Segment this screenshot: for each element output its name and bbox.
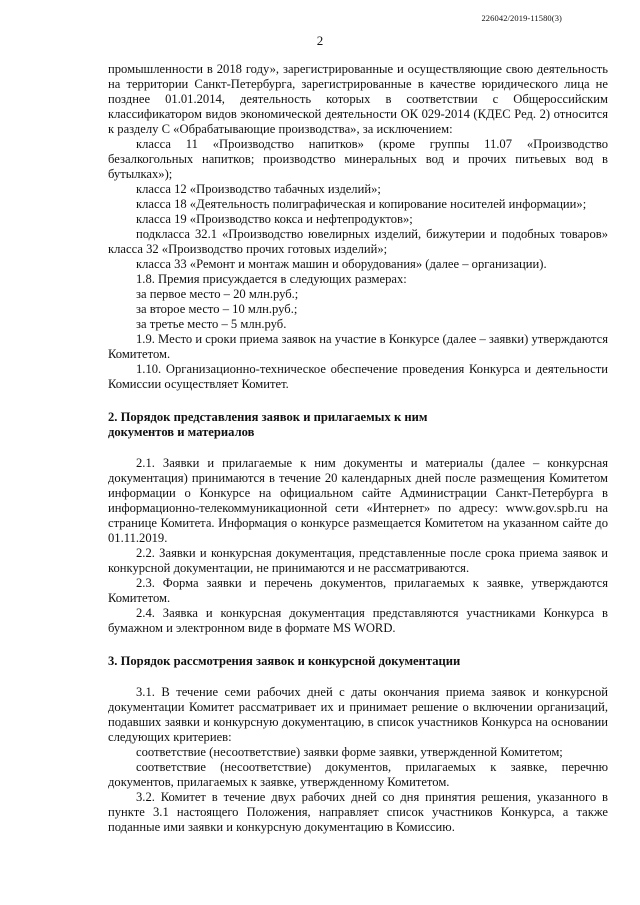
document-body (108, 62, 608, 835)
paragraph-2-4: 2.4. Заявка и конкурсная документация представляются участниками Конкурса в бумажном и электронном виде в формате MS WORD. (108, 606, 608, 635)
paragraph-class-33: класса 33 «Ремонт и монтаж машин и оборудования» (далее – организации). (136, 257, 547, 271)
section-2-heading-line-2: документов и материалов (108, 425, 255, 439)
section-2-heading-line-1: 2. Порядок представления заявок и прилагаемых к ним (108, 410, 428, 424)
section-3-heading: 3. Порядок рассмотрения заявок и конкурсной документации (108, 654, 461, 668)
prize-third: за третье место – 5 млн.руб. (136, 317, 287, 331)
paragraph-intro: промышленности в 2018 году», зарегистрированные и осуществляющие свою деятельность на территории Санкт-Петербурга, зарегистрированные в качестве юридического лица не позднее 01.01.2014, деятельность которых в соответствии с Общероссийским классификатором видов экономической деятельности ОК 029-2014 (КДЕС Ред. 2) относится к разделу С «Обрабатывающие производства», за исключением: (108, 62, 608, 136)
paragraph-3-2: 3.2. Комитет в течение двух рабочих дней со дня принятия решения, указанного в пункте 3.1 настоящего Положения, направляет список участников Конкурса, а также поданные ими заявки и конкурсную документацию в Комиссию. (108, 790, 608, 834)
criterion-1: соответствие (несоответствие) заявки форме заявки, утвержденной Комитетом; (136, 745, 563, 759)
criterion-2: соответствие (несоответствие) документов, прилагаемых к заявке, перечню документов, прилагаемых к заявке, утвержденному Комитетом. (108, 760, 608, 789)
paragraph-2-1: 2.1. Заявки и прилагаемые к ним документы и материалы (далее – конкурсная документация) принимаются в течение 20 календарных дней после размещения Комитетом информации о Конкурсе на официальном сайте Администрации Санкт-Петербурга в информационно-телекоммуникационной сети «Интернет» по адресу: www.gov.spb.ru на странице Комитета. Информация о конкурсе размещается Комитетом на указанном сайте до 01.11.2019. (108, 456, 608, 545)
paragraph-1-10: 1.10. Организационно-техническое обеспечение проведения Конкурса и деятельности Комиссии осуществляет Комитет. (108, 362, 608, 391)
prize-first: за первое место – 20 млн.руб.; (136, 287, 299, 301)
paragraph-1-8: 1.8. Премия присуждается в следующих размерах: (136, 272, 407, 286)
paragraph-2-2: 2.2. Заявки и конкурсная документация, представленные после срока приема заявок и конкурсной документации, не принимаются и не рассматриваются. (108, 546, 608, 575)
paragraph-2-3: 2.3. Форма заявки и перечень документов, прилагаемых к заявке, утверждаются Комитетом. (108, 576, 608, 605)
document-number: 226042/2019-11580(3) (481, 13, 562, 23)
paragraph-class-19: класса 19 «Производство кокса и нефтепродуктов»; (136, 212, 413, 226)
paragraph-1-9: 1.9. Место и сроки приема заявок на участие в Конкурсе (далее – заявки) утверждаются Комитетом. (108, 332, 608, 361)
paragraph-class-11: класса 11 «Производство напитков» (кроме группы 11.07 «Производство безалкогольных напитков; производство минеральных вод и прочих питьевых вод в бутылках»); (108, 137, 608, 181)
paragraph-class-32: подкласса 32.1 «Производство ювелирных изделий, бижутерии и подобных товаров» класса 32 «Производство прочих готовых изделий»; (108, 227, 608, 256)
prize-second: за второе место – 10 млн.руб.; (136, 302, 298, 316)
paragraph-class-12: класса 12 «Производство табачных изделий»; (136, 182, 381, 196)
paragraph-class-18: класса 18 «Деятельность полиграфическая и копирование носителей информации»; (136, 197, 587, 211)
page-number: 2 (316, 33, 324, 48)
paragraph-3-1: 3.1. В течение семи рабочих дней с даты окончания приема заявок и конкурсной документации Комитет рассматривает их и принимает решение о включении организаций, подавших заявки и конкурсную документацию, в список участников Конкурса на основании следующих критериев: (108, 685, 608, 744)
